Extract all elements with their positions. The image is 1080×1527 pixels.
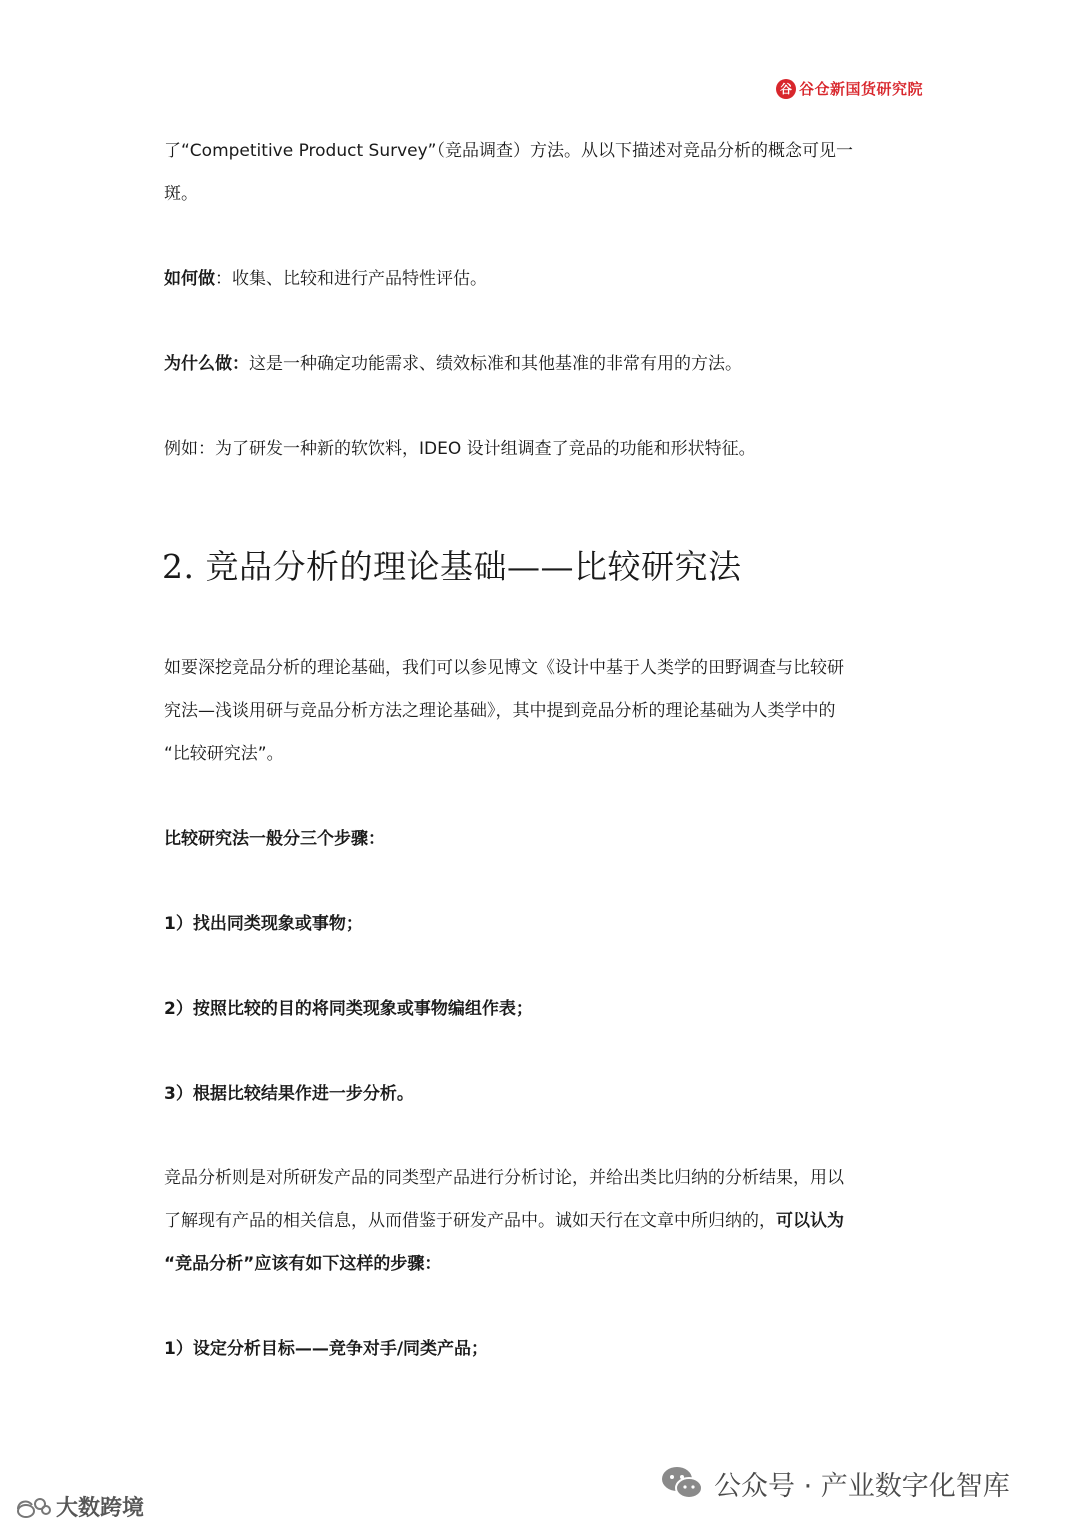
theory-line-1: 如要深挖竞品分析的理论基础，我们可以参见博文《设计中基于人类学的田野调查与比较研 <box>164 658 844 678</box>
intro-paragraph <box>164 130 924 216</box>
header-logo <box>776 78 923 99</box>
wechat-account-name: 公众号 · 产业数字化智库 <box>714 1470 1010 1502</box>
step-2: 2）按照比较的目的将同类现象或事物编组作表； <box>164 999 533 1019</box>
analysis-line-2-bold: 可以认为 <box>776 1211 844 1231</box>
intro-line-1: 了“Competitive Product Survey”（竞品调查）方法。从以下描述对竞品分析的概念可见一 <box>164 141 853 161</box>
step-3: 3）根据比较结果作进一步分析。 <box>164 1084 414 1104</box>
theory-paragraph <box>164 647 924 776</box>
how-paragraph <box>164 258 924 301</box>
wechat-icon <box>660 1463 704 1503</box>
weibo-icon <box>12 1495 52 1519</box>
section-heading: 2. 竞品分析的理论基础——比较研究法 <box>162 547 742 586</box>
footer-wechat-watermark <box>660 1463 1010 1503</box>
analysis-paragraph <box>164 1157 924 1286</box>
step-1: 1）找出同类现象或事物； <box>164 914 363 934</box>
theory-line-3: “比较研究法”。 <box>164 744 284 764</box>
analysis-line-1: 竞品分析则是对所研发产品的同类型产品进行分析讨论，并给出类比归纳的分析结果，用以 <box>164 1168 844 1188</box>
theory-line-2: 究法—浅谈用研与竞品分析方法之理论基础》，其中提到竞品分析的理论基础为人类学中的 <box>164 701 836 721</box>
example-paragraph: 例如：为了研发一种新的软饮料，IDEO 设计组调查了竞品的功能和形状特征。 <box>164 439 756 459</box>
how-text: ：收集、比较和进行产品特性评估。 <box>215 269 487 289</box>
steps-title: 比较研究法一般分三个步骤： <box>164 829 385 849</box>
analysis-line-3: “竞品分析”应该有如下这样的步骤： <box>164 1254 442 1274</box>
intro-line-2: 斑。 <box>164 184 198 204</box>
final-step: 1）设定分析目标——竞争对手/同类产品； <box>164 1339 489 1359</box>
how-label: 如何做 <box>164 269 215 289</box>
why-paragraph <box>164 343 924 386</box>
why-label: 为什么做： <box>164 354 249 374</box>
left-brand-name: 大数跨境 <box>56 1496 145 1521</box>
footer-left-watermark <box>12 1491 144 1522</box>
why-text: 这是一种确定功能需求、绩效标准和其他基准的非常有用的方法。 <box>249 354 742 374</box>
brand-logo-icon: 谷 <box>776 79 796 99</box>
analysis-line-2: 了解现有产品的相关信息，从而借鉴于研发产品中。诚如天行在文章中所归纳的， <box>164 1211 776 1231</box>
brand-name: 谷仓新国货研究院 <box>799 80 924 98</box>
